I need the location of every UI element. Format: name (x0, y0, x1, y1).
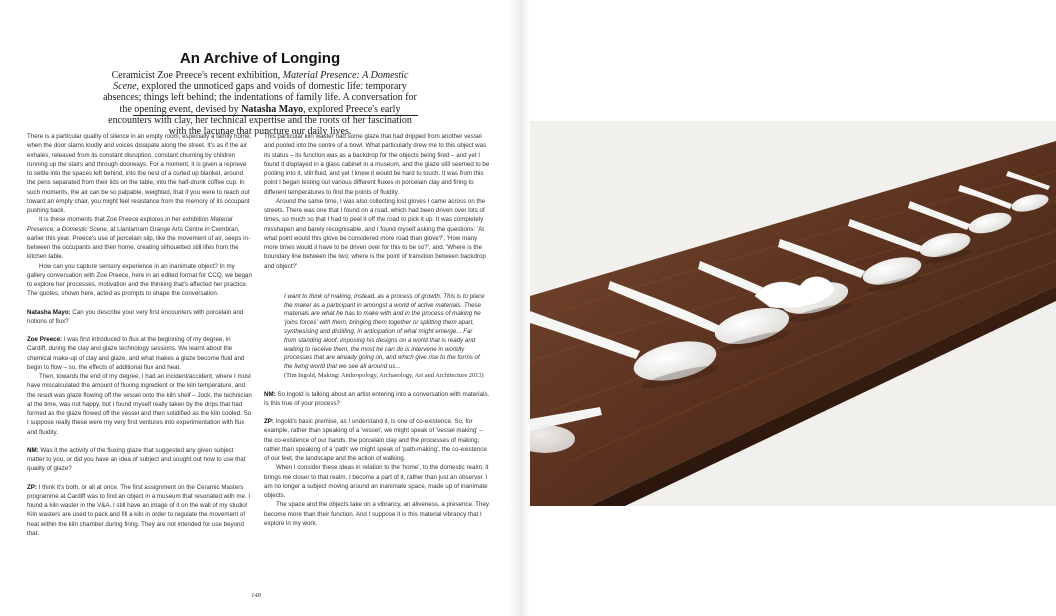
spoons-on-shelf-illustration (530, 121, 1056, 506)
exhibition-title: Material Presence: a Domestic Scene (27, 216, 233, 233)
paragraph: When I consider these ideas in relation to the 'home', to the domestic realm, it brings me closer to that realm. I become a part of it, rather than just an observer. I am no longer a subject moving around an inanimate space, made up of inanimate objects. (264, 464, 489, 500)
question (264, 390, 492, 409)
photo-porcelain-spoons (530, 121, 1056, 506)
paragraph (27, 215, 252, 261)
answer-text: I think it's both, or all at once. The first assignment on the Ceramic Masters programme at Cardiff was to find an object in a museum that resonated with me. I found a kiln waster in the V&A. I still have an image of it on the wall of my studio! Kiln wasters are used to pack and fill a kiln in order to regulate the movement of heat within the kiln chamber during firing. They are not intended for use beyond that. (27, 483, 251, 537)
answer-text: I was first introduced to flux at the beginning of my degree, in Cardiff, during the clay and glaze technology sessions. We learnt about the chemical make-up of clay and glaze, and what makes a glaze become fluid and begin to flow – so, the effects of additional flux and heat. (27, 336, 245, 371)
intro-part-1: Ceramicist Zoe Preece's recent exhibition, (111, 70, 283, 81)
intro-divider (133, 115, 418, 116)
page-gutter (508, 0, 530, 616)
question (27, 308, 252, 327)
paragraph: The space and the objects take on a vibrancy, an aliveness, a presence. They become more than their function. And I suppose it is this material vibrancy that I explore in my work. (264, 501, 490, 527)
paragraph-text: It is these moments that Zoe Preece explores in her exhibition (39, 216, 211, 224)
article-title: An Archive of Longing (179, 50, 341, 67)
speaker-label: Natasha Mayo: (27, 308, 71, 316)
answer (27, 335, 252, 372)
intro-part-3: , explored Preece's early encounters with clay, her technical expertise and the roots of her fascination with the lacunae that puncture our daily lives. (108, 103, 412, 138)
question-text: Can you describe your very first encounters with porcelain and notions of flux? (27, 308, 244, 325)
intro-part-2: , explored the unnoticed gaps and voids of domestic life: temporary absences; things left behind; the indentations of family life. A conversation for the opening event, devised by (103, 81, 417, 115)
speaker-label: ZP: (27, 483, 37, 491)
paragraph: Around the same time, I was also collecting lost gloves I came across on the streets. There was one that I found on a road, which had been driven over lots of times, so much so that I had to peel it off the road to pick it up. It was completely misshapen and barely recognisable, and I found myself asking the questions: 'At what point would this glove be considered more road than glove?', 'How many more times would it have to be driven over for this to be so?', and, 'Where is the boundary line between the two; where is the point of transition between backdrop and object?' (264, 197, 486, 270)
question-text: So Ingold is talking about an artist entering into a conversation with materials. Is this true of your process? (264, 390, 490, 407)
paragraph: This particular kiln waster had some glaze that had dripped from another vessel and pooled into the centre of a bowl. What particularly drew me to this object was its status – its function was as a backdrop for the objects being fired – and yet I found it displayed in a glass cabinet in a museum, and the glaze still seemed to be pooling into it, still fluid, and yet I knew it would be hard to touch. It was from this point I began testing out various different fluxes in porcelain clay and firing to different temperatures to find the points of fluidity. (264, 133, 490, 196)
page-number: 148 (251, 592, 261, 599)
speaker-label: NM: (264, 390, 276, 398)
question-text: Was it the activity of the fluxing glaze that suggested any given subject matter to you, or did you have an idea of subject and sought out how to use that quality of glaze? (27, 446, 246, 473)
speaker-label: ZP: (264, 418, 274, 426)
paragraph: How can you capture sensory experience in an inanimate object? In my gallery conversation with Zoe Preece, here in an edited format for CCQ, we began to explore her processes, motivation and the thinking that's affected her practice. The quotes, shown here, acted as prompts to shape the conversation. (27, 262, 252, 298)
answer-text: Ingold's basic premise, as I understand it, is one of co-existence. So, for example, rather than speaking of a 'vessel', we might speak of 'vessel making' – the co-existence of our hands, the porcelain clay and the processes of making; rather than speaking of a 'path' we might speak of 'path-making', the co-existence of our feet, the landscape and the action of walking. (264, 418, 487, 463)
text-column-left (27, 132, 252, 538)
question (27, 446, 252, 474)
text-column-right (264, 132, 492, 528)
speaker-label: Zoe Preece: (27, 336, 63, 343)
paragraph: There is a particular quality of silence in an empty room, especially a family home, when the door slams loudly and voices dissipate along the street. It's as if the air exhales, released from its constant disruption, constant churning by children running up the stairs and through doorways. For a moment, it is given a reprieve to settle into the spaces left behind, into the nest of a curled up blanket, around the pens separated from their lids on the table, into the half-drunk coffee cup. In such moments, the air can be so palpable, weighted, that if you were to reach out toward an empty chair, you might feel resistance from the memory of its occupant pushing back. (27, 133, 252, 214)
intro-exhibition-title: Material Presence: A Domestic Scene (113, 70, 409, 93)
quote-citation: (Tim Ingold, Making: Anthropology, Archaeology, Art and Architecture 2013) (284, 371, 484, 379)
quote-text: I want to think of making, instead, as a process of growth. This is to place the maker as a participant in amongst a world of active materials. These materials are what he has to make with and in the process of making he 'joins forces' with them, bringing them together or splitting them apart, synthesising and distilling, in anticipation of what might emerge... Far from standing aloof, imposing his designs on a world that is ready and waiting to receive them, the most he can do is intervene in worldly processes that are already going on, and which give rise to the forms of the living world that we see all around us... (284, 292, 485, 371)
paragraph-text: , at Llantarnam Grange Arts Centre in Cwmbran, earlier this year. Preece's use of porcelain slip, like the movement of air, seeps in-between the occupants and their home, creating silhouetted still lifes from the kitchen table. (27, 225, 251, 261)
speaker-label: NM: (27, 446, 39, 454)
article-intro (100, 70, 420, 137)
answer (27, 483, 252, 539)
answer (264, 417, 492, 463)
intro-author: Natasha Mayo (241, 103, 304, 115)
pull-quote (284, 293, 486, 381)
paragraph: Then, towards the end of my degree, I had an incident/accident, where I must have miscalculated the amount of fluxing ingredient or the kiln temperature, and the result was glaze flowing off the vessel onto the kiln shelf – Jock, the technician at the time, was not happy, but I found myself really taken by the drips that had formed as the glaze flowed off the vessel and then solidified as the kiln cooled. So I suppose really these were my very first ventures into experimentation with flux and fluidity. (27, 373, 252, 436)
